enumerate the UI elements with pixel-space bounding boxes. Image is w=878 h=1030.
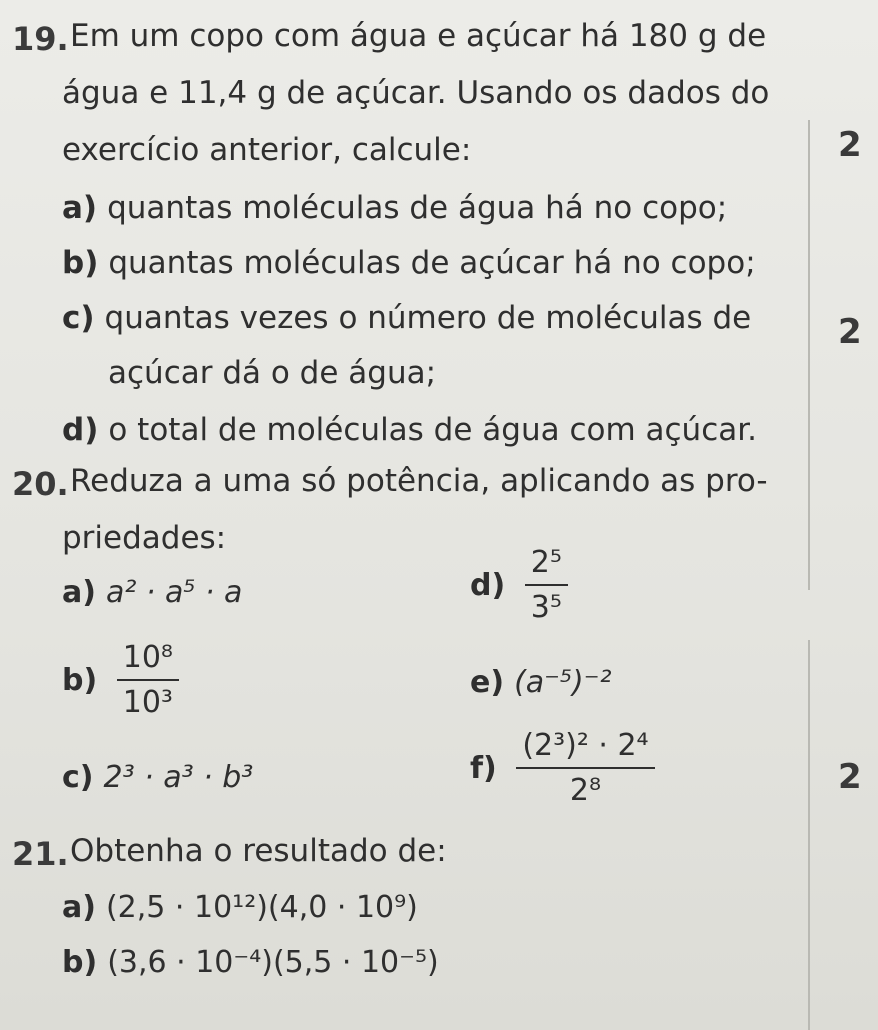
numerator: 2⁵ xyxy=(530,545,562,580)
q21-text: Obtenha o resultado de: xyxy=(70,833,447,869)
margin-number: 2 xyxy=(838,312,862,352)
numerator: (2³)² · 2⁴ xyxy=(522,728,649,763)
fraction-bar xyxy=(525,584,568,586)
item-label: a) xyxy=(62,190,98,226)
q19-text-line: Em um copo com água e açúcar há 180 g de xyxy=(70,18,767,54)
q20-item-e xyxy=(470,665,612,700)
fraction-bar xyxy=(117,679,179,681)
denominator: 3⁵ xyxy=(530,590,562,625)
q19-item-c xyxy=(62,300,751,336)
question-number-20: 20. xyxy=(12,465,69,503)
item-label: d) xyxy=(62,412,99,448)
q20-item-b xyxy=(62,640,179,720)
margin-number: 2 xyxy=(838,125,862,165)
item-label: b) xyxy=(62,662,98,698)
fraction xyxy=(525,545,568,625)
item-label: d) xyxy=(470,567,506,603)
item-text: quantas vezes o número de moléculas de xyxy=(104,300,752,336)
math-expression: (a⁻⁵)⁻² xyxy=(514,665,612,700)
q19-text-line: exercício anterior, calcule: xyxy=(62,132,472,168)
item-label: b) xyxy=(62,945,98,980)
q20-item-a xyxy=(62,575,242,610)
item-label: a) xyxy=(62,575,96,610)
item-text: quantas moléculas de água há no copo; xyxy=(107,190,728,226)
q19-text-line: água e 11,4 g de açúcar. Usando os dados do xyxy=(62,75,770,111)
column-divider xyxy=(808,120,810,590)
item-label: e) xyxy=(470,665,505,700)
q21-item-b xyxy=(62,945,439,980)
q21-item-a xyxy=(62,890,418,925)
item-label: b) xyxy=(62,245,99,281)
q19-item-d xyxy=(62,412,757,448)
item-label: c) xyxy=(62,760,94,795)
q19-item-a xyxy=(62,190,727,226)
item-text: o total de moléculas de água com açúcar. xyxy=(108,412,757,448)
item-text: quantas moléculas de açúcar há no copo; xyxy=(108,245,756,281)
fraction xyxy=(516,728,654,808)
item-label: a) xyxy=(62,890,96,925)
question-number-19: 19. xyxy=(12,20,69,58)
math-expression: (2,5 · 10¹²)(4,0 · 10⁹) xyxy=(105,890,418,925)
question-number-21: 21. xyxy=(12,835,69,873)
math-expression: 2³ · a³ · b³ xyxy=(103,760,254,795)
denominator: 2⁸ xyxy=(569,773,602,808)
q20-text-line: Reduza a uma só potência, aplicando as pro- xyxy=(70,463,768,499)
numerator: 10⁸ xyxy=(122,640,173,675)
q20-text-line: priedades: xyxy=(62,520,227,556)
q20-item-c xyxy=(62,760,253,795)
math-expression: (3,6 · 10⁻⁴)(5,5 · 10⁻⁵) xyxy=(107,945,439,980)
fraction-bar xyxy=(516,767,654,769)
item-label: f) xyxy=(470,750,497,786)
item-label: c) xyxy=(62,300,95,336)
math-expression: a² · a⁵ · a xyxy=(105,575,243,610)
fraction xyxy=(117,640,179,720)
margin-number: 2 xyxy=(838,757,862,797)
q20-item-f xyxy=(470,728,655,808)
denominator: 10³ xyxy=(122,685,173,720)
q20-item-d xyxy=(470,545,568,625)
q19-item-b xyxy=(62,245,756,281)
q19-item-c-continued: açúcar dá o de água; xyxy=(108,355,437,391)
column-divider xyxy=(808,640,810,1030)
